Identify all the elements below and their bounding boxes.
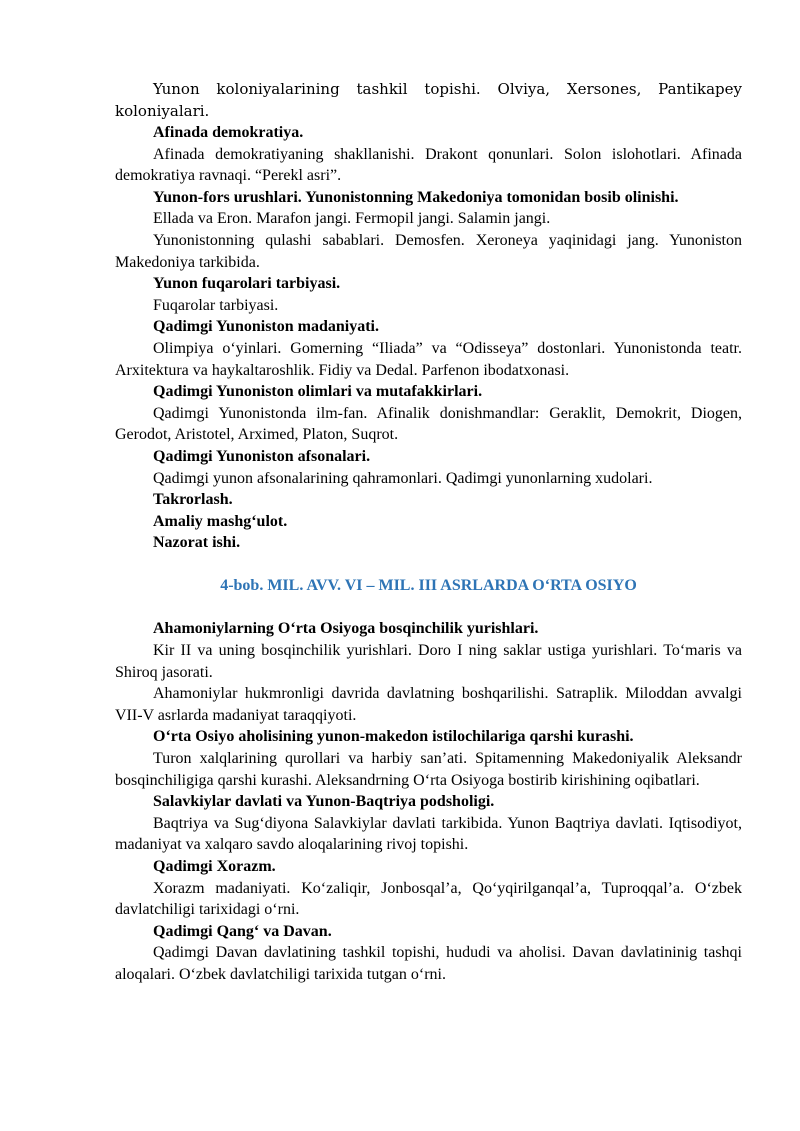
section-paragraph: Baqtriya va Sug‘diyona Salavkiylar davlati tarkibida. Yunon Baqtriya davlati. Iqtisodiyot, madaniyat va xalqaro savdo aloqalarining rivoj topishi. <box>115 814 742 854</box>
section-paragraph: Olimpiya o‘yinlari. Gomerning “Iliada” va “Odisseya” dostonlari. Yunonistonda teatr. Arxitektura va haykaltaroshlik. Fidiy va Dedal. Parfenon ibodatxonasi. <box>115 339 742 379</box>
intro-paragraph: Yunon koloniyalarining tashkil topishi. Olviya, Xersones, Pantikapey koloniyalari. <box>115 80 742 120</box>
section-paragraph: Qadimgi Yunonistonda ilm-fan. Afinalik donishmandlar: Geraklit, Demokrit, Diogen, Gerodot, Aristotel, Arximed, Platon, Suqrot. <box>115 404 742 444</box>
section-paragraph: Ellada va Eron. Marafon jangi. Fermopil jangi. Salamin jangi. <box>153 210 551 228</box>
section-heading: Qadimgi Xorazm. <box>153 858 276 875</box>
section-paragraph: Xorazm madaniyati. Ko‘zaliqir, Jonbosqal’a, Qo‘yqirilganqal’a, Tuproqqal’a. O‘zbek davlatchiligi tarixidagi o‘rni. <box>115 879 742 919</box>
chapter-title: 4-bob. MIL. AVV. VI – MIL. III ASRLARDA O‘RTA OSIYO <box>220 576 637 594</box>
section-heading: Qadimgi Yunoniston madaniyati. <box>153 318 379 336</box>
section-heading: Qadimgi Yunoniston afsonalari. <box>153 447 371 465</box>
section-heading: Amaliy mashg‘ulot. <box>153 512 288 530</box>
section-heading: Qadimgi Qang‘ va Davan. <box>153 922 332 940</box>
document-page <box>115 78 742 986</box>
section-heading: Nazorat ishi. <box>153 534 241 552</box>
section-paragraph: Kir II va uning bosqinchilik yurishlari. Doro I ning saklar ustiga yurishlari. To‘maris va Shiroq jasorati. <box>115 642 742 681</box>
section-paragraph: Qadimgi yunon afsonalarining qahramonlari. Qadimgi yunonlarning xudolari. <box>153 469 653 487</box>
section-heading: O‘rta Osiyo aholisining yunon-makedon istilochilariga qarshi kurashi. <box>153 728 634 746</box>
section-heading: Afinada demokratiya. <box>153 124 304 141</box>
section-paragraph: Fuqarolar tarbiyasi. <box>153 296 279 314</box>
section-paragraph: Afinada demokratiyaning shakllanishi. Drakont qonunlari. Solon islohotlari. Afinada demokratiya ravnaqi. “Perekl asri”. <box>115 145 742 185</box>
section-paragraph: Ahamoniylar hukmronligi davrida davlatning boshqarilishi. Satraplik. Miloddan avvalgi VII-V asrlarda madaniyat taraqqiyoti. <box>115 685 742 724</box>
section-heading: Yunon-fors urushlari. Yunonistonning Makedoniya tomonidan bosib olinishi. <box>153 188 679 206</box>
section-heading: Salavkiylar davlati va Yunon-Baqtriya podsholigi. <box>153 793 495 811</box>
section-heading: Yunon fuqarolari tarbiyasi. <box>153 275 341 293</box>
section-paragraph: Qadimgi Davan davlatining tashkil topishi, hududi va aholisi. Davan davlatininig tashqi aloqalari. O‘zbek davlatchiligi tarixida tutgan o‘rni. <box>115 944 742 983</box>
section-heading: Ahamoniylarning O‘rta Osiyoga bosqinchilik yurishlari. <box>153 620 539 638</box>
section-heading: Qadimgi Yunoniston olimlari va mutafakkirlari. <box>153 383 483 401</box>
section-paragraph: Turon xalqlarining qurollari va harbiy san’ati. Spitamenning Makedoniyalik Aleksandr bosqinchiligiga qarshi kurashi. Aleksandrning O‘rta Osiyoga bostirib kirishining oqibatlari. <box>115 750 742 789</box>
section-paragraph: Yunonistonning qulashi sabablari. Demosfen. Xeroneya yaqinidagi jang. Yunoniston Makedoniya tarkibida. <box>115 231 742 271</box>
section-heading: Takrorlash. <box>153 491 233 509</box>
